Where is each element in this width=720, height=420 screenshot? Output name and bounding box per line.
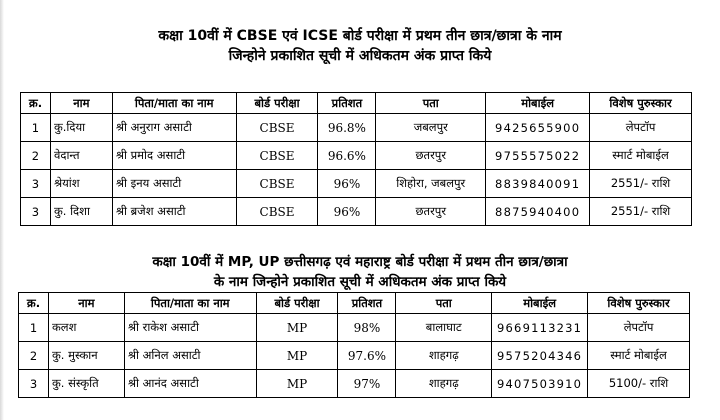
cell-parent: श्री राकेश असाटी [124,314,256,342]
col-address: पता [396,293,492,314]
heading-state-line1: कक्षा 10वीं में MP, UP छत्तीसगढ़ एवं महाराष्ट्र बोर्ड परीक्षा में प्रथम तीन छात्र/छात्रा [152,254,568,270]
table-header-row [19,293,690,314]
cell-mobile: 9669113231 [492,314,588,342]
col-board: बोर्ड परीक्षा [236,93,318,114]
table-row [21,142,692,170]
table-row [19,370,690,398]
cbse-results-table [20,92,692,226]
cell-percent: 96% [318,198,376,226]
col-mobile: मोबाईल [492,293,588,314]
cell-award: लेपटॉप [588,314,690,342]
col-address: पता [376,93,486,114]
cell-sr: 3 [21,198,51,226]
cell-sr: 2 [21,142,51,170]
cell-name: कु. संस्कृति [48,370,124,398]
col-sr: क्र. [21,93,51,114]
cell-percent: 97% [338,370,396,398]
cell-sr: 3 [21,170,51,198]
cell-address: जबलपुर [376,114,486,142]
cell-percent: 98% [338,314,396,342]
cell-award: 2551/- राशि [590,198,692,226]
col-award: विशेष पुरुस्कार [590,93,692,114]
col-parent: पिता/माता का नाम [124,293,256,314]
cell-mobile: 8875940400 [486,198,590,226]
cell-address: शाहगढ़ [396,370,492,398]
col-percent: प्रतिशत [318,93,376,114]
cell-percent: 96% [318,170,376,198]
cell-board: CBSE [236,170,318,198]
cell-parent: श्री आनंद असाटी [124,370,256,398]
cell-sr: 1 [21,114,51,142]
heading-cbse-line2: जिन्होने प्रकाशित सूची में अधिकतम अंक प्राप्त किये [228,48,492,64]
cell-address: छतरपुर [376,198,486,226]
cell-board: MP [256,342,338,370]
cell-address: बालाघाट [396,314,492,342]
col-name: नाम [50,93,112,114]
cell-percent: 96.8% [318,114,376,142]
table-row [21,198,692,226]
cell-percent: 97.6% [338,342,396,370]
col-parent: पिता/माता का नाम [112,93,236,114]
cell-name: कलश [48,314,124,342]
cell-mobile: 9575204346 [492,342,588,370]
table-header-row [21,93,692,114]
cell-award: 2551/- राशि [590,170,692,198]
cell-board: MP [256,314,338,342]
heading-state-line2: के नाम जिन्होने प्रकाशित सूची में अधिकतम अंक प्राप्त किये [213,274,507,290]
cell-address: शाहगढ़ [396,342,492,370]
cell-address: छतरपुर [376,142,486,170]
cell-sr: 2 [19,342,49,370]
cell-name: कु.दिया [50,114,112,142]
cell-award: लेपटॉप [590,114,692,142]
table-row [19,314,690,342]
col-board: बोर्ड परीक्षा [256,293,338,314]
table-row [19,342,690,370]
heading-cbse-line1: कक्षा 10वीं में CBSE एवं ICSE बोर्ड परीक्षा में प्रथम तीन छात्र/छात्रा के नाम [158,28,562,44]
cell-address: शिहोरा, जबलपुर [376,170,486,198]
cell-award: स्मार्ट मोबाईल [590,142,692,170]
table-row [21,114,692,142]
heading-state-boards [0,252,720,292]
cell-parent: श्री इनय असाटी [112,170,236,198]
cell-parent: श्री प्रमोद असाटी [112,142,236,170]
cell-name: कु. दिशा [50,198,112,226]
cell-mobile: 9407503910 [492,370,588,398]
cell-mobile: 8839840091 [486,170,590,198]
cell-parent: श्री ब्रजेश असाटी [112,198,236,226]
col-sr: क्र. [19,293,49,314]
cell-name: श्रेयांश [50,170,112,198]
col-name: नाम [48,293,124,314]
cell-parent: श्री अनिल असाटी [124,342,256,370]
cell-sr: 3 [19,370,49,398]
cell-board: MP [256,370,338,398]
cell-name: वेदान्त [50,142,112,170]
col-award: विशेष पुरुस्कार [588,293,690,314]
cell-name: कु. मुस्कान [48,342,124,370]
table-row [21,170,692,198]
cell-parent: श्री अनुराग असाटी [112,114,236,142]
cell-mobile: 9755575022 [486,142,590,170]
state-board-results-table [18,292,690,398]
cell-award: 5100/- राशि [588,370,690,398]
cell-award: स्मार्ट मोबाईल [588,342,690,370]
col-mobile: मोबाईल [486,93,590,114]
cell-board: CBSE [236,142,318,170]
heading-cbse-icse [0,26,720,66]
cell-percent: 96.6% [318,142,376,170]
cell-board: CBSE [236,198,318,226]
col-percent: प्रतिशत [338,293,396,314]
cell-mobile: 9425655900 [486,114,590,142]
cell-sr: 1 [19,314,49,342]
cell-board: CBSE [236,114,318,142]
